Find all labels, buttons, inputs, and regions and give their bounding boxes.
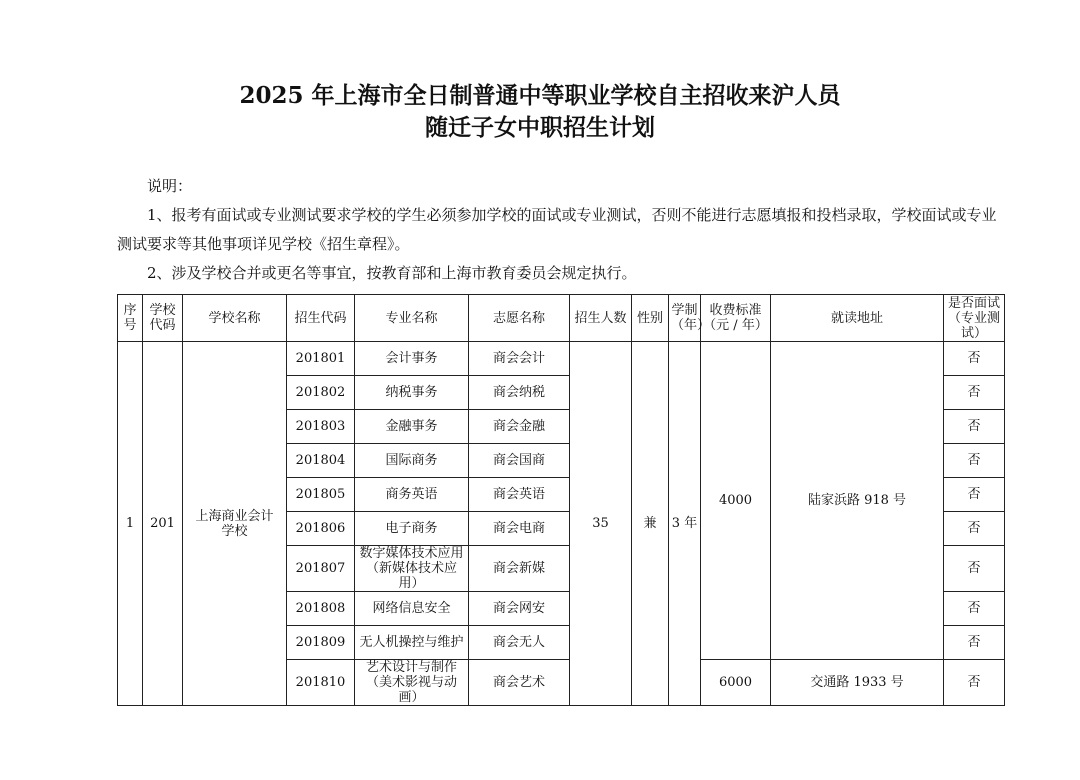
cell-enroll-code: 201802 bbox=[287, 376, 355, 410]
cell-gender: 兼 bbox=[632, 342, 669, 706]
cell-interview: 否 bbox=[944, 342, 1005, 376]
document-title bbox=[0, 80, 1080, 144]
cell-address-last: 交通路 1933 号 bbox=[771, 660, 944, 706]
cell-major: 数字媒体技术应用 （新媒体技术应用） bbox=[355, 546, 469, 592]
cell-interview: 否 bbox=[944, 410, 1005, 444]
cell-major: 艺术设计与制作 （美术影视与动画） bbox=[355, 660, 469, 706]
cell-major: 无人机操控与维护 bbox=[355, 626, 469, 660]
table-body bbox=[118, 342, 1005, 706]
cell-interview: 否 bbox=[944, 660, 1005, 706]
note-item-1: 1、报考有面试或专业测试要求学校的学生必须参加学校的面试或专业测试，否则不能进行志愿填报和投档录取，学校面试或专业测试要求等其他事项详见学校《招生章程》。 bbox=[117, 206, 997, 253]
cell-major: 会计事务 bbox=[355, 342, 469, 376]
cell-wish-name: 商会无人 bbox=[469, 626, 570, 660]
cell-wish-name: 商会网安 bbox=[469, 592, 570, 626]
cell-wish-name: 商会纳税 bbox=[469, 376, 570, 410]
cell-interview: 否 bbox=[944, 444, 1005, 478]
cell-major: 电子商务 bbox=[355, 512, 469, 546]
cell-fee-last: 6000 bbox=[701, 660, 771, 706]
cell-enroll-code: 201809 bbox=[287, 626, 355, 660]
cell-address: 陆家浜路 918 号 bbox=[771, 342, 944, 660]
cell-major: 纳税事务 bbox=[355, 376, 469, 410]
title-line-1: 2025 年上海市全日制普通中等职业学校自主招收来沪人员 bbox=[239, 82, 841, 109]
header-school-code: 学校 代码 bbox=[143, 295, 183, 342]
enrollment-plan-table bbox=[117, 294, 1005, 706]
notes-heading: 说明： bbox=[147, 177, 193, 195]
title-line-2: 随迁子女中职招生计划 bbox=[425, 114, 655, 141]
header-enroll-code: 招生代码 bbox=[287, 295, 355, 342]
header-duration: 学制 （年） bbox=[669, 295, 701, 342]
header-interview: 是否面试 （专业测 试） bbox=[944, 295, 1005, 342]
cell-enroll-code: 201803 bbox=[287, 410, 355, 444]
header-wish-name: 志愿名称 bbox=[469, 295, 570, 342]
header-major: 专业名称 bbox=[355, 295, 469, 342]
cell-wish-name: 商会国商 bbox=[469, 444, 570, 478]
cell-wish-name: 商会新媒 bbox=[469, 546, 570, 592]
note-item-2: 2、涉及学校合并或更名等事宜，按教育部和上海市教育委员会规定执行。 bbox=[147, 264, 637, 282]
cell-enroll-code: 201808 bbox=[287, 592, 355, 626]
header-address: 就读地址 bbox=[771, 295, 944, 342]
header-gender: 性别 bbox=[632, 295, 669, 342]
cell-interview: 否 bbox=[944, 592, 1005, 626]
cell-fee: 4000 bbox=[701, 342, 771, 660]
table-row bbox=[118, 342, 1005, 376]
header-fee: 收费标准 （元 / 年） bbox=[701, 295, 771, 342]
cell-enroll-code: 201810 bbox=[287, 660, 355, 706]
cell-school-code: 201 bbox=[143, 342, 183, 706]
cell-quota: 35 bbox=[570, 342, 632, 706]
cell-enroll-code: 201801 bbox=[287, 342, 355, 376]
header-quota: 招生人数 bbox=[570, 295, 632, 342]
table-header bbox=[118, 295, 1005, 342]
cell-interview: 否 bbox=[944, 376, 1005, 410]
cell-major: 金融事务 bbox=[355, 410, 469, 444]
cell-enroll-code: 201806 bbox=[287, 512, 355, 546]
cell-interview: 否 bbox=[944, 546, 1005, 592]
cell-wish-name: 商会电商 bbox=[469, 512, 570, 546]
cell-seq: 1 bbox=[118, 342, 143, 706]
cell-wish-name: 商会英语 bbox=[469, 478, 570, 512]
cell-enroll-code: 201807 bbox=[287, 546, 355, 592]
cell-major: 商务英语 bbox=[355, 478, 469, 512]
cell-wish-name: 商会会计 bbox=[469, 342, 570, 376]
cell-duration: 3 年 bbox=[669, 342, 701, 706]
cell-major: 网络信息安全 bbox=[355, 592, 469, 626]
notes-section bbox=[117, 172, 1007, 288]
cell-enroll-code: 201805 bbox=[287, 478, 355, 512]
header-seq: 序 号 bbox=[118, 295, 143, 342]
cell-enroll-code: 201804 bbox=[287, 444, 355, 478]
cell-wish-name: 商会艺术 bbox=[469, 660, 570, 706]
header-school-name: 学校名称 bbox=[183, 295, 287, 342]
cell-interview: 否 bbox=[944, 512, 1005, 546]
cell-school-name: 上海商业会计 学校 bbox=[183, 342, 287, 706]
cell-major: 国际商务 bbox=[355, 444, 469, 478]
cell-wish-name: 商会金融 bbox=[469, 410, 570, 444]
cell-interview: 否 bbox=[944, 478, 1005, 512]
cell-interview: 否 bbox=[944, 626, 1005, 660]
